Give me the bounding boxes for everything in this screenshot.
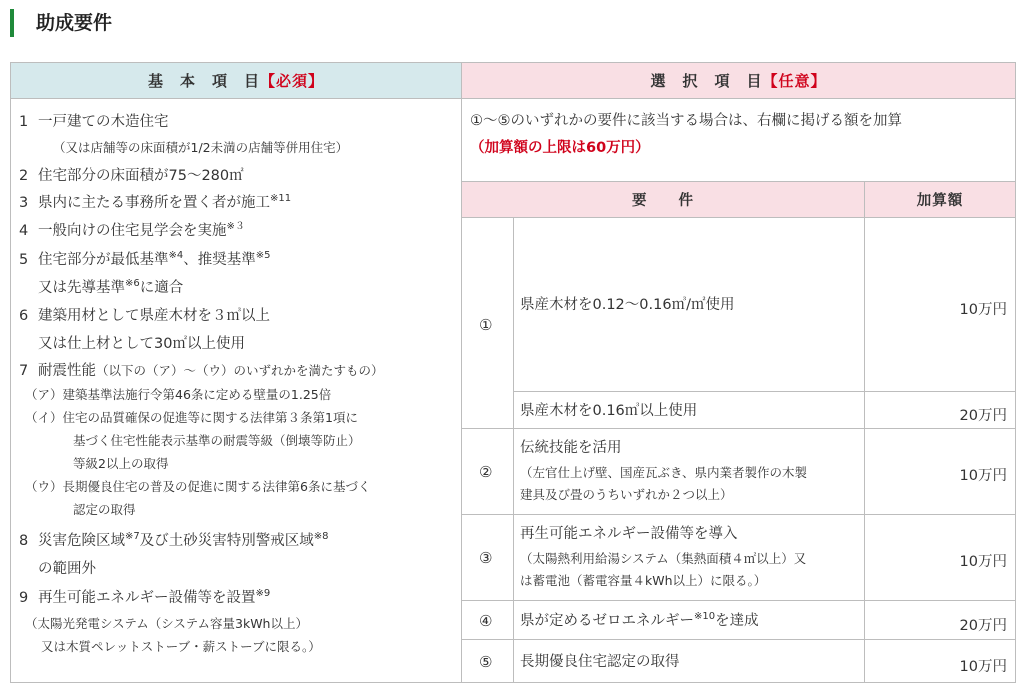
optional-intro-text: ①～⑤のいずれかの要件に該当する場合は、右欄に掲げる額を加算: [470, 113, 902, 129]
option-requirement: 再生可能エネルギー設備等を導入: [520, 526, 738, 542]
basic-item-8-cont: の範囲外: [38, 561, 96, 577]
option-number-cell: [461, 428, 514, 515]
option-amount: 20万円: [959, 618, 1007, 634]
basic-item-7-b-cont: 等級2以上の取得: [73, 456, 169, 471]
option-requirement-cell: [513, 600, 865, 640]
basic-item-9-note: （太陽光発電システム（システム容量3kWh以上）: [25, 616, 308, 631]
option-number-cell: [461, 639, 514, 683]
option-amount-cell: [864, 600, 1016, 640]
basic-item-number: 6: [19, 308, 29, 324]
option-requirement-cell: [513, 217, 865, 392]
option-number-cell: [461, 217, 514, 429]
option-amount: 10万円: [959, 659, 1007, 675]
optional-header-label: 選 択 項 目: [650, 72, 763, 90]
basic-item-7-b: （イ）住宅の品質確保の促進等に関する法律第３条第1項に: [25, 410, 358, 425]
option-number: ④: [479, 612, 493, 630]
basic-item-4: 一般向けの住宅見学会を実施$^{※3}$: [38, 221, 245, 239]
option-number-cell: [461, 600, 514, 640]
option-requirement: 県産木材を0.12～0.16㎥/㎡使用: [520, 297, 735, 313]
option-requirement-cell: [513, 514, 865, 601]
option-amount-cell: [864, 514, 1016, 601]
basic-item-1-note: （又は店舗等の床面積が1/2未満の店舗等併用住宅）: [53, 140, 349, 155]
option-amount: 10万円: [959, 468, 1007, 484]
option-requirement-detail: 建具及び畳のうちいずれか２つ以上）: [520, 487, 733, 502]
basic-item-8: 災害危険区域$^{※7}$及び土砂災害特別警戒区域$^{※8}$: [38, 531, 329, 549]
option-requirement-detail: （左官仕上げ壁、国産瓦ぶき、県内業者製作の木製: [520, 465, 808, 480]
option-amount-cell: [864, 391, 1016, 429]
option-number: ⑤: [479, 653, 493, 671]
basic-item-number: 2: [19, 168, 29, 184]
basic-item-number: 3: [19, 195, 29, 211]
option-amount: 10万円: [959, 302, 1007, 318]
amount-column-label: 加算額: [916, 193, 964, 209]
option-requirement-cell: [513, 428, 865, 515]
option-requirement: 長期優良住宅認定の取得: [520, 654, 680, 670]
option-requirement: 県産木材を0.16㎥以上使用: [520, 403, 698, 419]
basic-item-number: 1: [19, 114, 29, 130]
basic-item-3: 県内に主たる事務所を置く者が施工$^{※11}$: [38, 193, 292, 211]
basic-item-number: 4: [19, 223, 29, 239]
basic-item-2: 住宅部分の床面積が75～280㎡: [38, 168, 244, 184]
option-requirement-cell: [513, 639, 865, 683]
basic-item-9: 再生可能エネルギー設備等を設置$^{※9}$: [38, 588, 271, 606]
basic-items-body: [10, 98, 462, 683]
option-requirement-detail: は蓄電池（蓄電容量４kWh以上）に限る。）: [520, 573, 767, 588]
requirement-column-label: 要 件: [632, 193, 694, 209]
basic-item-7-c-cont: 認定の取得: [73, 502, 136, 517]
option-requirement-detail: （太陽熱利用給湯システム（集熱面積４㎡以上）又: [520, 551, 807, 566]
basic-item-number: 9: [19, 590, 29, 606]
addition-cap-note: （加算額の上限は60万円）: [470, 140, 650, 156]
basic-item-7: 耐震性能（以下の（ア）～（ウ）のいずれかを満たすもの）: [38, 363, 384, 379]
basic-item-6-cont: 又は仕上材として30㎡以上使用: [38, 336, 245, 352]
required-tag: 【必須】: [260, 72, 325, 90]
basic-item-number: 7: [19, 363, 29, 379]
basic-item-7-a: （ア）建築基準法施行令第46条に定める壁量の1.25倍: [25, 387, 332, 402]
option-requirement: 県が定めるゼロエネルギー$^{※10}$を達成: [520, 611, 759, 629]
option-amount-cell: [864, 428, 1016, 515]
option-number: ①: [479, 316, 493, 334]
basic-items-header: [10, 62, 462, 99]
basic-header-label: 基 本 項 目: [147, 72, 260, 90]
basic-item-6: 建築用材として県産木材を３㎥以上: [38, 308, 270, 324]
basic-item-1: 一戸建ての木造住宅: [38, 114, 169, 130]
basic-item-number: 8: [19, 533, 29, 549]
option-amount: 10万円: [959, 554, 1007, 570]
basic-item-7-c: （ウ）長期優良住宅の普及の促進に関する法律第6条に基づく: [25, 479, 371, 494]
basic-item-7-b-cont: 基づく住宅性能表示基準の耐震等級（倒壊等防止）: [73, 433, 361, 448]
option-requirement-cell: [513, 391, 865, 429]
subsidy-requirements-table: [10, 62, 1016, 683]
option-number-cell: [461, 514, 514, 601]
option-amount-cell: [864, 639, 1016, 683]
optional-tag: 【任意】: [762, 72, 827, 90]
requirement-column-header: [461, 181, 865, 218]
basic-item-number: 5: [19, 252, 29, 268]
option-requirement: 伝統技能を活用: [520, 440, 622, 456]
option-number: ③: [479, 549, 493, 567]
option-amount: 20万円: [959, 408, 1007, 424]
option-amount-cell: [864, 217, 1016, 392]
amount-column-header: [864, 181, 1016, 218]
basic-item-9-note-cont: 又は木質ペレットストーブ・薪ストーブに限る。）: [41, 639, 321, 654]
page-title: 助成要件: [10, 9, 112, 37]
option-number: ②: [479, 463, 493, 481]
basic-item-5-cont: 又は先導基準$^{※6}$に適合: [38, 278, 184, 296]
basic-item-5: 住宅部分が最低基準$^{※4}$、推奨基準$^{※5}$: [38, 250, 271, 268]
optional-intro: [461, 98, 1016, 182]
optional-items-header: [461, 62, 1016, 99]
